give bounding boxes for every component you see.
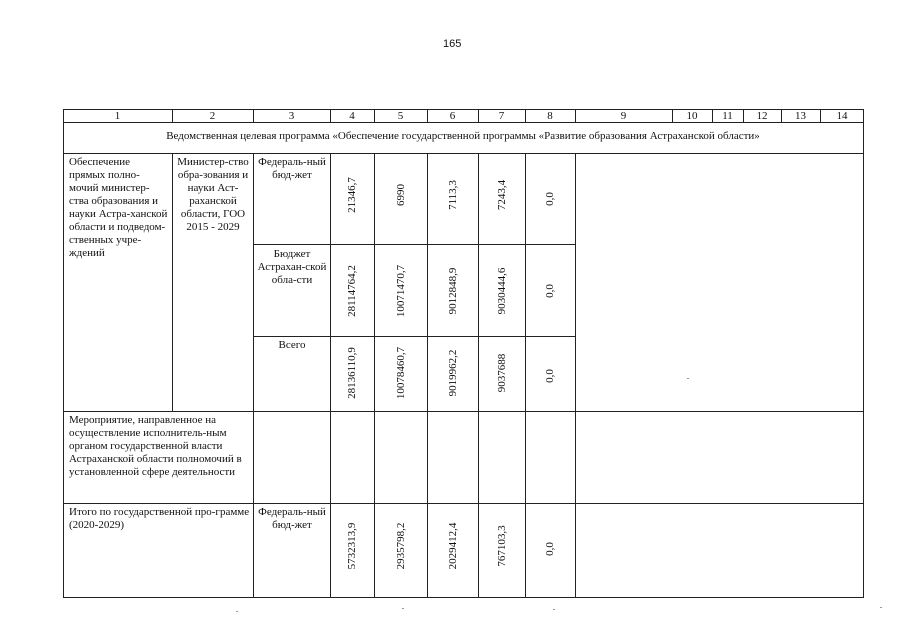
row1-source-federal: Федераль-ный бюд-жет <box>258 156 326 181</box>
col-number-1: 1 <box>114 110 121 122</box>
row3-federal-col8: 0,0 <box>544 542 556 556</box>
col-number-7: 7 <box>498 110 505 122</box>
row1-source-total: Всего <box>278 339 306 351</box>
row1-federal-col8: 0,0 <box>544 192 556 206</box>
row1-total-col6: 9019962,2 <box>447 349 459 397</box>
body-sep-col6 <box>478 153 479 598</box>
body-sep-col1 <box>172 153 173 411</box>
body-sep-col4 <box>374 153 375 598</box>
row3-federal-col5: 2935798,2 <box>395 522 407 570</box>
row1-total-col4: 28136110,9 <box>346 347 358 399</box>
scan-speck <box>880 607 882 608</box>
body-sep-col3 <box>330 153 331 598</box>
row3-federal-col7: 767103,3 <box>496 525 508 567</box>
sub-row-line <box>253 244 575 245</box>
row1-source-regional: Бюджет Астрахан-ской обла-сти <box>257 248 327 286</box>
row1-regional-col7: 9030444,6 <box>496 267 508 315</box>
row1-regional-col8: 0,0 <box>544 284 556 298</box>
col-number-8: 8 <box>547 110 553 122</box>
row-line <box>63 411 864 412</box>
program-banner: Ведомственная целевая программа «Обеспечение государственной программы «Развитие образования Астраханской области» <box>166 130 760 142</box>
row3-activity: Итого по государственной про-грамме (2020-2029) <box>69 506 250 531</box>
col-number-10: 10 <box>686 110 698 122</box>
row1-federal-col7: 7243,4 <box>496 179 508 211</box>
row1-total-col8: 0,0 <box>544 369 556 383</box>
row1-total-col5: 10078460,7 <box>395 346 407 400</box>
col-number-9: 9 <box>620 110 627 122</box>
col-number-5: 5 <box>397 110 404 122</box>
body-sep-col7 <box>525 153 526 598</box>
row1-activity: Обеспечение прямых полно-мочий министер-ства образования и науки Астра-ханской области и подведом-ственных учре-ждений <box>69 156 168 259</box>
scan-speck <box>687 378 689 379</box>
row1-federal-col6: 7113,3 <box>447 180 459 210</box>
col-number-6: 6 <box>449 110 456 122</box>
row3-federal-col4: 5732313,9 <box>346 522 358 570</box>
row1-total-col7: 9037688 <box>496 353 508 393</box>
scan-speck <box>553 609 555 610</box>
row1-regional-col6: 9012848,9 <box>447 267 459 315</box>
page-number: 165 <box>443 38 462 50</box>
row1-regional-col5: 10071470,7 <box>395 264 407 318</box>
row2-activity: Мероприятие, направленное на осуществление исполнитель-ным органом государственной власти Астраханской области полномочий в установленной сфере деятельности <box>69 414 242 478</box>
row1-executor: Министер-ство обра-зования и науки Аст-раханской области, ГОО 2015 - 2029 <box>177 156 249 233</box>
body-sep-col2 <box>253 153 254 598</box>
col-number-11: 11 <box>722 110 733 122</box>
row1-federal-col5: 6990 <box>395 184 407 206</box>
row3-federal-col6: 2029412,4 <box>447 522 459 570</box>
scan-speck <box>236 611 238 612</box>
body-sep-col8 <box>575 153 576 598</box>
body-sep-col5 <box>427 153 428 598</box>
row-line <box>63 503 864 504</box>
col-number-2: 2 <box>209 110 216 122</box>
row1-federal-col4: 21346,7 <box>346 177 358 213</box>
scan-speck <box>402 608 404 609</box>
col-number-13: 13 <box>795 110 806 122</box>
banner-row-line <box>63 153 864 154</box>
col-number-4: 4 <box>349 110 355 122</box>
col-number-3: 3 <box>288 110 295 122</box>
col-number-14: 14 <box>836 110 848 122</box>
row1-regional-col4: 28114764,2 <box>346 265 358 317</box>
col-number-12: 12 <box>756 110 768 122</box>
sub-row-line <box>253 336 575 337</box>
row3-source-federal: Федераль-ный бюд-жет <box>258 506 326 531</box>
